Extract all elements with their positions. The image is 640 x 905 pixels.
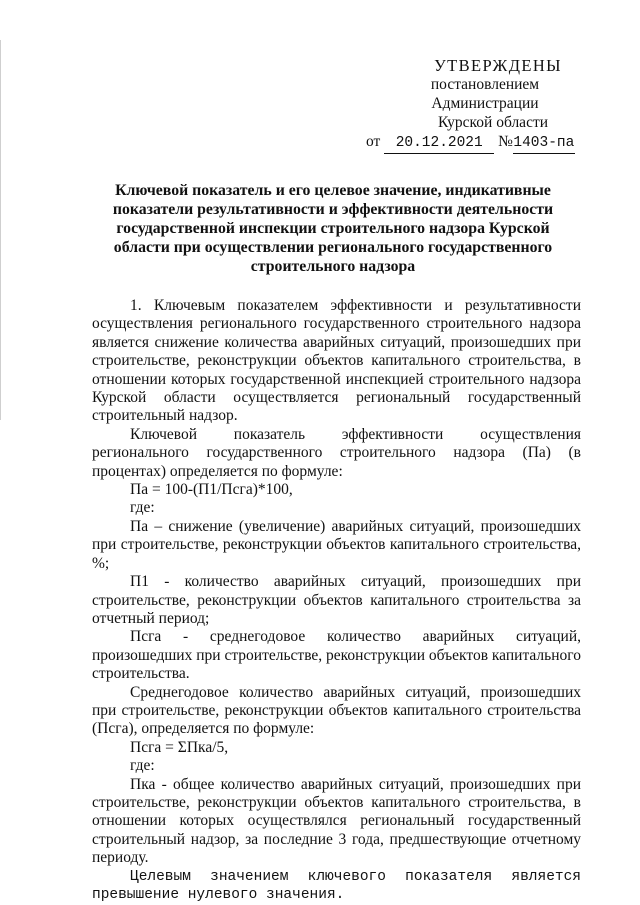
from-label: от [366,133,381,150]
definition-p1: П1 - количество аварийных ситуаций, произошедших при строительстве, реконструкции объектов капитального строительства за отчетный период; [92,573,581,627]
approval-number: 1403-па [513,134,575,154]
formula-psga: Псга = ΣПка/5, [130,738,229,756]
definition-pa: Па – снижение (увеличение) аварийных ситуаций, произошедших при строительстве, реконструкции объектов капитального строительства, %; [92,517,581,572]
where-label-2: где: [130,757,155,775]
definition-psga: Псга - среднегодовое количество аварийных ситуаций, произошедших при строительстве, реконструкции объектов капитального строительства. [92,628,581,683]
paragraph-key-indicator: 1. Ключевым показателем эффективности и результативности осуществления регионального государственного строительного надзора является снижение количества аварийных ситуаций, произошедших при строительстве, реконструкции объектов капитального строительства, в отношении которых государственной инспекцией строительного надзора Курской области осуществляется региональный государственный строительный надзор. [92,297,581,425]
document-title: Ключевой показатель и его целевое значение, индикативные показатели результативности и эффективности деятельности государственной инспекции строительного надзора Курской области при осуществлении регионального государственного строительного надзора [112,182,554,275]
number-label: № [498,133,513,150]
approval-region: Курской области [437,114,549,131]
approval-issuer: постановлением Администрации [430,76,540,112]
definition-pka: Пка - общее количество аварийных ситуаций, произошедших при строительстве, реконструкции объектов капитального строительства, в отношении которых осуществлялся региональный государственный строительный надзор, за последние 3 года, предшествующие отчетному периоду. [92,775,581,867]
approval-heading: УТВЕРЖДЕНЫ [434,56,562,75]
approval-date-row [360,132,590,154]
approval-block [360,56,590,154]
document-body [92,297,581,904]
paragraph-target-value: Целевым значением ключевого показателя является превышение нулевого значения. [92,868,581,903]
approval-date: 20.12.2021 [384,134,494,154]
scan-edge-line [0,40,1,420]
formula-pa: Па = 100-(П1/Псга)*100, [130,481,293,499]
where-label: где: [130,499,155,517]
paragraph-formula-intro: Ключевой показатель эффективности осуществления регионального государственного строительного надзора (Па) (в процентах) определяется по формуле: [92,425,581,480]
paragraph-psga-intro: Среднегодовое количество аварийных ситуаций, произошедших при строительстве, реконструкции объектов капитального строительства (Псга), определяется по формуле: [92,683,581,738]
